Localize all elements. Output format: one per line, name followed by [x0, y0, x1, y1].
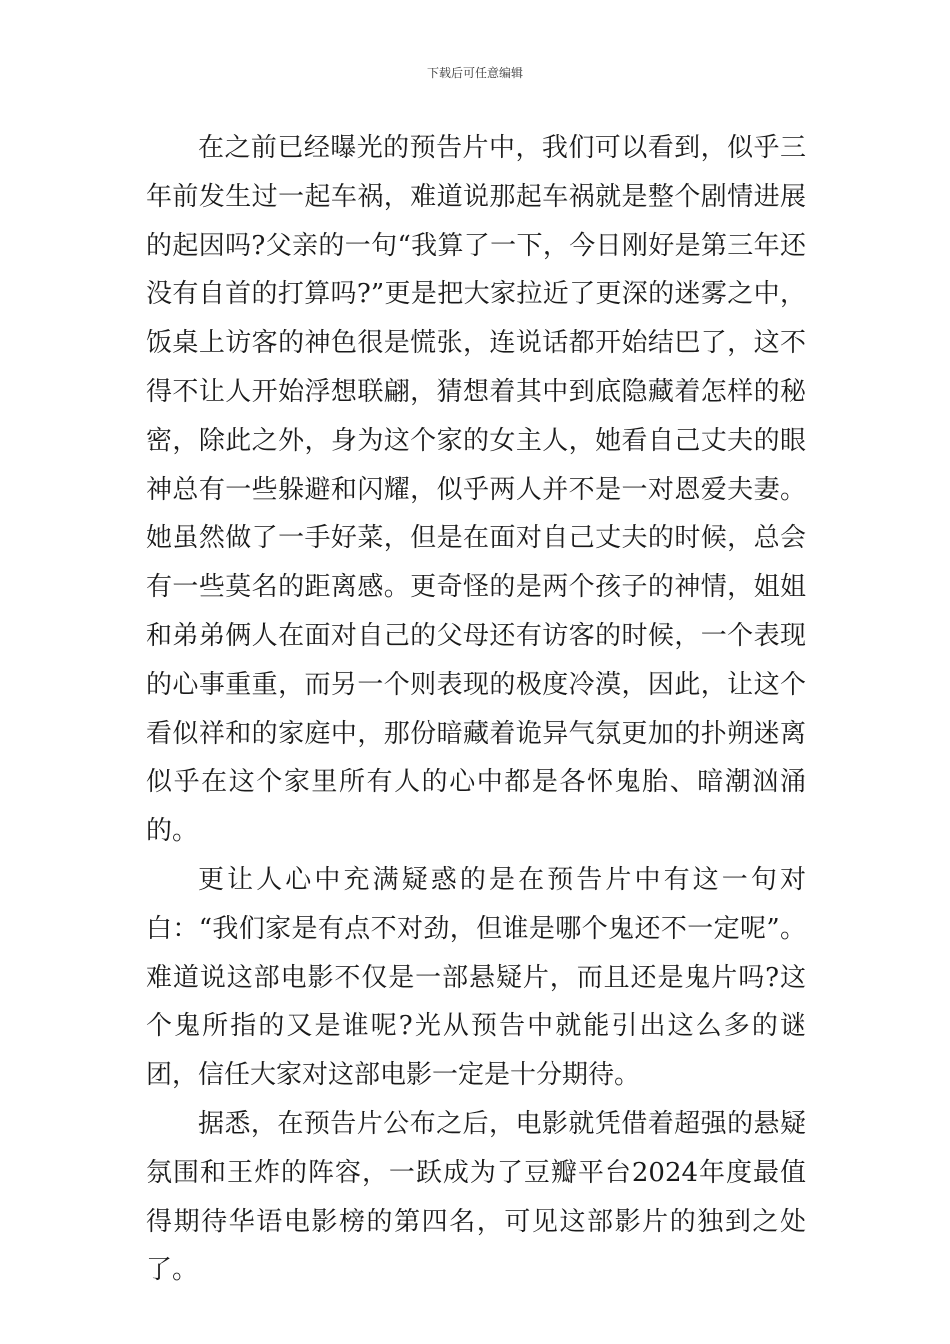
page-header: 下载后可任意编辑 [426, 66, 523, 80]
paragraph-2: 更让人心中充满疑惑的是在预告片中有这一句对白：“我们家是有点不对劲，但谁是哪个鬼还不一定呢”。难道说这部电影不仅是一部悬疑片，而且还是鬼片吗?这个鬼所指的又是谁呢?光从预告中就能引出这么多的谜团，信任大家对这部电影一定是十分期待。 [146, 864, 806, 1091]
paragraph-1: 在之前已经曝光的预告片中，我们可以看到，似乎三年前发生过一起车祸，难道说那起车祸就是整个剧情进展的起因吗?父亲的一句“我算了一下，今日刚好是第三年还没有自首的打算吗?”更是把大家拉近了更深的迷雾之中，饭桌上访客的神色很是慌张，连说话都开始结巴了，这不得不让人开始浮想联翩，猜想着其中到底隐藏着怎样的秘密，除此之外，身为这个家的女主人，她看自己丈夫的眼神总有一些躲避和闪耀，似乎两人并不是一对恩爱夫妻。她虽然做了一手好菜，但是在面对自己丈夫的时候，总会有一些莫名的距离感。更奇怪的是两个孩子的神情，姐姐和弟弟俩人在面对自己的父母还有访客的时候，一个表现的心事重重，而另一个则表现的极度冷漠，因此，让这个看似祥和的家庭中，那份暗藏着诡异气氛更加的扑朔迷离似乎在这个家里所有人的心中都是各怀鬼胎、暗潮汹涌的。 [146, 133, 806, 847]
paragraph-3: 据悉，在预告片公布之后，电影就凭借着超强的悬疑氛围和王炸的阵容，一跃成为了豆瓣平台2024年度最值得期待华语电影榜的第四名，可见这部影片的独到之处了。 [146, 1108, 806, 1286]
article-body [146, 124, 806, 1295]
